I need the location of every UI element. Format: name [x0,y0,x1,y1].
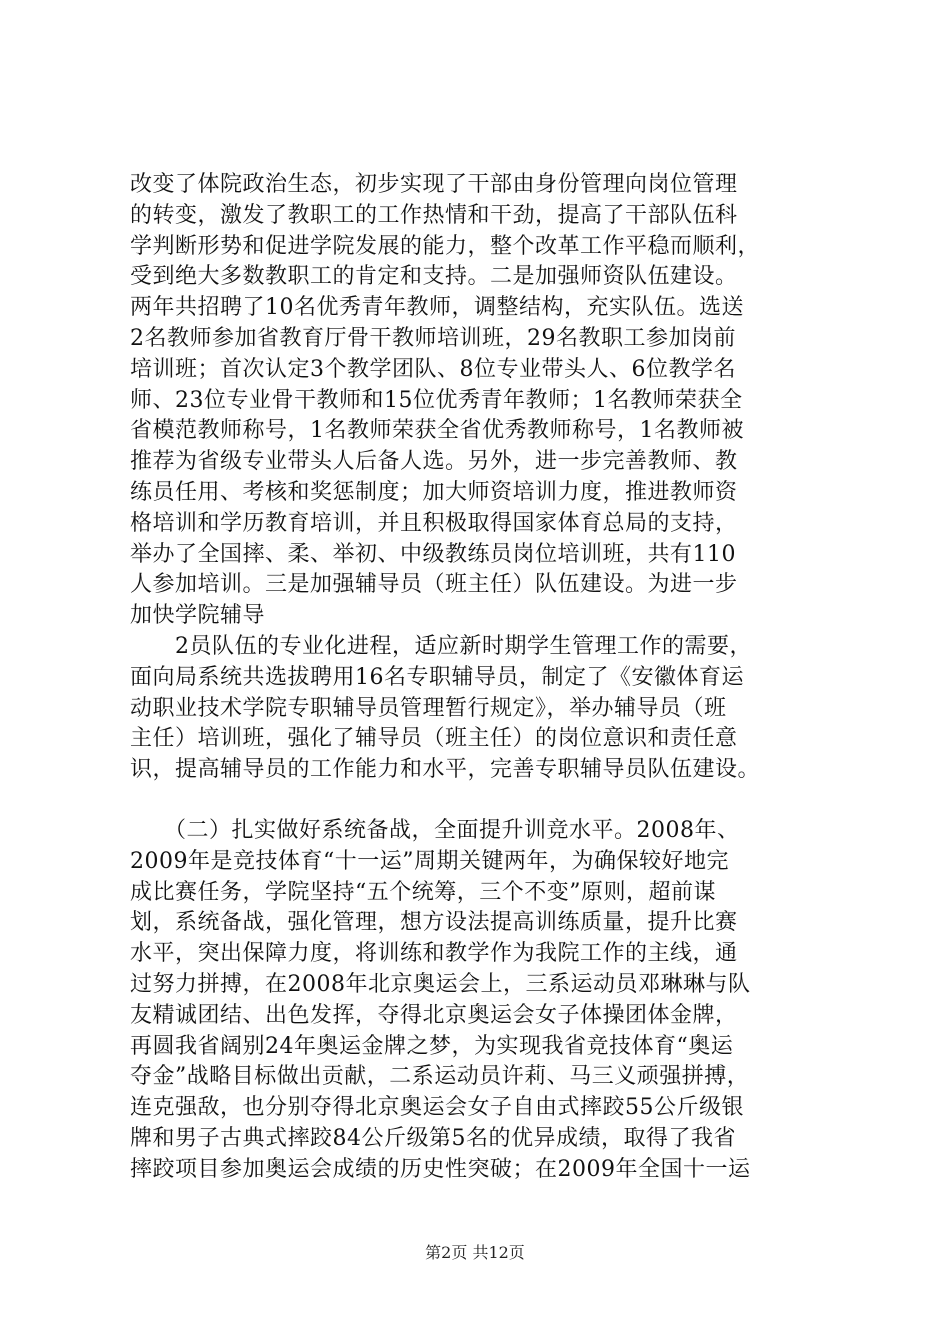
text-line: 划，系统备战，强化管理，想方设法提高训练质量，提升比赛 [130,910,738,936]
text-line: 2员队伍的专业化进程，适应新时期学生管理工作的需要， [130,634,752,659]
text-line: 摔跤项目参加奥运会成绩的历史性突破；在2009年全国十一运 [130,1156,751,1182]
text-line: 成比赛任务，学院坚持“五个统筹，三个不变”原则，超前谋 [130,879,716,905]
text-line: 再圆我省阔别24年奥运金牌之梦，为实现我省竞技体育“奥运 [130,1033,734,1059]
text-line: 人参加培训。三是加强辅导员（班主任）队伍建设。为进一步 [130,572,738,598]
text-line: 推荐为省级专业带头人后备人选。另外，进一步完善教师、教 [130,449,738,475]
text-line: 面向局系统共选拔聘用16名专职辅导员，制定了《安徽体育运 [130,664,744,690]
text-line: 动职业技术学院专职辅导员管理暂行规定》，举办辅导员（班 [130,695,727,721]
text-line: 加快学院辅导 [130,603,266,629]
text-line: （二）扎实做好系统备战，全面提升训竞水平。2008年、 [130,818,740,843]
text-line: 识，提高辅导员的工作能力和水平，完善专职辅导员队伍建设。 [130,757,761,783]
text-line: 格培训和学历教育培训，并且积极取得国家体育总局的支持， [130,510,738,536]
text-line: 夺金”战略目标做出贡献，二系运动员许莉、马三义顽强拼搏， [130,1064,750,1090]
page-footer: 第2页 共12页 [425,1243,525,1262]
text-line: 改变了体院政治生态，初步实现了干部由身份管理向岗位管理 [130,172,738,197]
text-line: 2名教师参加省教育厅骨干教师培训班，29名教职工参加岗前 [130,326,736,351]
text-line: 两年共招聘了10名优秀青年教师，调整结构，充实队伍。选送 [130,295,744,321]
text-line: 连克强敌，也分别夺得北京奥运会女子自由式摔跤55公斤级银 [130,1095,744,1121]
text-line: 主任）培训班，强化了辅导员（班主任）的岗位意识和责任意 [130,726,738,752]
text-line: 师、23位专业骨干教师和15位优秀青年教师；1名教师荣获全 [130,387,743,413]
text-line: 2009年是竞技体育“十一运”周期关键两年，为确保较好地完 [130,848,729,874]
text-line: 练员任用、考核和奖惩制度；加大师资培训力度，推进教师资 [130,480,738,505]
text-line: 友精诚团结、出色发挥，夺得北京奥运会女子体操团体金牌， [130,1002,738,1028]
text-line: 牌和男子古典式摔跤84公斤级第5名的优异成绩，取得了我省 [130,1126,736,1151]
text-line: 省模范教师称号，1名教师荣获全省优秀教师称号，1名教师被 [130,418,744,444]
text-line: 的转变，激发了教职工的工作热情和干劲，提高了干部队伍科 [130,202,738,228]
text-line: 学判断形势和促进学院发展的能力，整个改革工作平稳而顺利， [130,233,761,259]
text-line: 受到绝大多数教职工的肯定和支持。二是加强师资队伍建设。 [130,264,738,290]
text-line: 培训班；首次认定3个教学团队、8位专业带头人、6位教学名 [130,356,736,382]
text-line: 过努力拼搏，在2008年北京奥运会上，三系运动员邓琳琳与队 [130,972,751,997]
text-line: 举办了全国摔、柔、举初、中级教练员岗位培训班，共有110 [130,541,736,567]
text-line: 水平，突出保障力度，将训练和教学作为我院工作的主线，通 [130,941,738,967]
